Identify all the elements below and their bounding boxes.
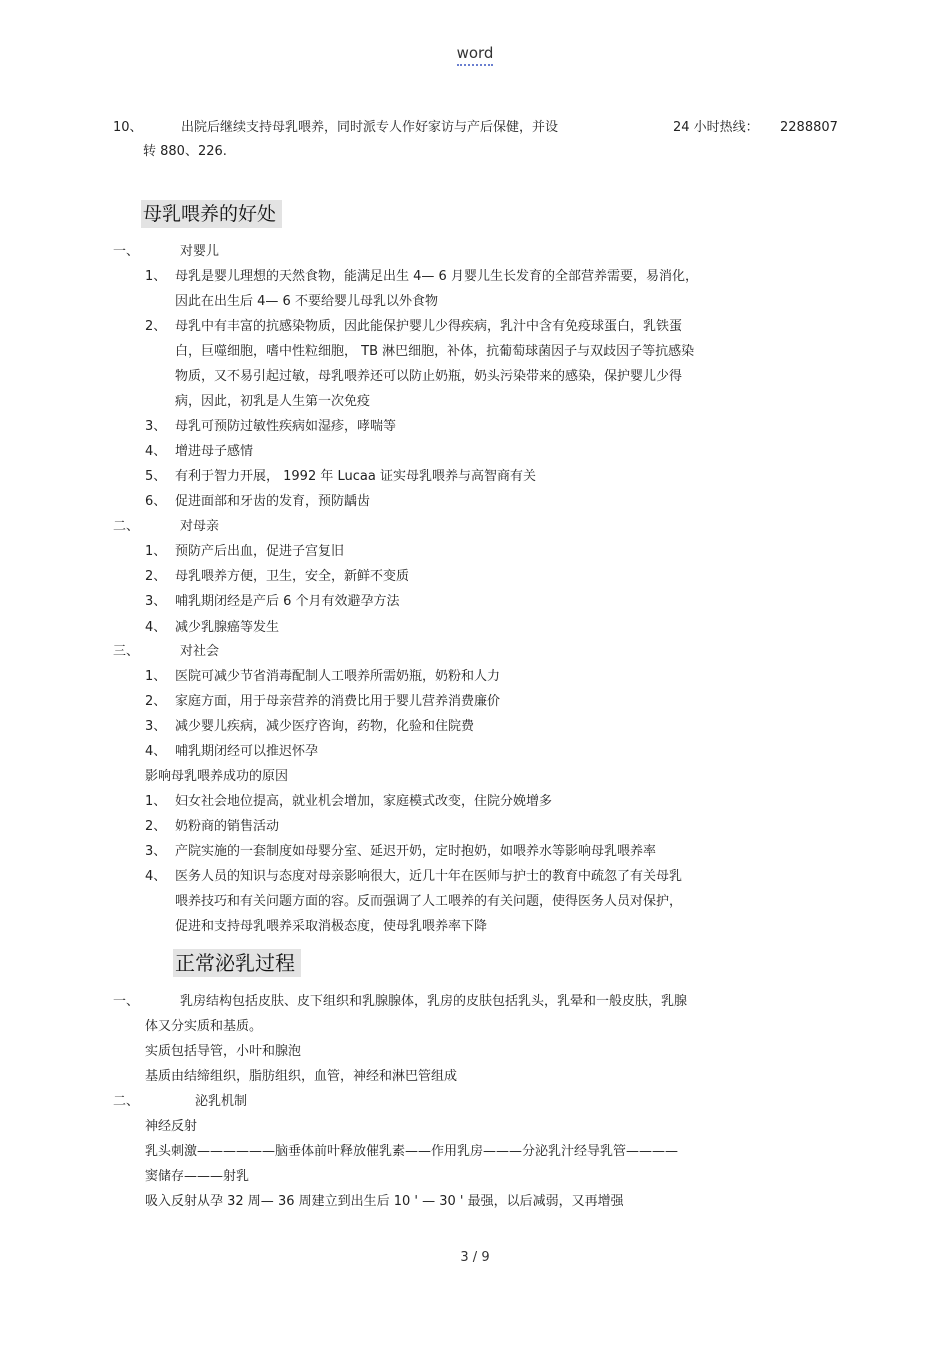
list-item-number: 3、 — [145, 594, 167, 609]
list-item-number: 1、 — [145, 269, 167, 284]
list-item-number: 5、 — [145, 469, 167, 484]
list-item-number: 3、 — [145, 844, 167, 859]
paragraph-line: 基质由结缔组织，脂肪组织，血管，神经和淋巴管组成 — [145, 1069, 458, 1084]
paragraph-line: 窦储存———射乳 — [145, 1169, 250, 1184]
item-10-continuation: 转 880、226. — [143, 144, 227, 159]
list-item-text: 减少乳腺癌等发生 — [175, 620, 280, 635]
list-item-text: 白，巨噬细胞，嗜中性粒细胞， TB 淋巴细胞，补体，抗葡萄球菌因子与双歧因子等抗感染 — [175, 344, 695, 359]
paragraph-line: 神经反射 — [145, 1119, 198, 1134]
part-number: 二、 — [113, 1094, 140, 1109]
list-item-text: 喂养技巧和有关问题方面的容。反而强调了人工喂养的有关问题，使得医务人员对保护， — [175, 894, 683, 909]
part-label-mechanism: 泌乳机制 — [195, 1094, 248, 1109]
part-number: 一、 — [113, 994, 140, 1009]
page-number: 3 / 9 — [460, 1250, 490, 1265]
list-item-number: 4、 — [145, 744, 167, 759]
item-10-hotline: 24 小时热线： — [673, 120, 759, 135]
list-item-number: 4、 — [145, 869, 167, 884]
part-number: 二、 — [113, 519, 140, 534]
list-item-text: 因此在出生后 4— 6 不要给婴儿母乳以外食物 — [175, 294, 438, 309]
part-label-society: 对社会 — [180, 644, 220, 659]
section-heading-lactation: 正常泌乳过程 — [173, 949, 301, 977]
paragraph-line: 实质包括导管，小叶和腺泡 — [145, 1044, 302, 1059]
list-item-number: 1、 — [145, 794, 167, 809]
factors-title: 影响母乳喂养成功的原因 — [145, 769, 289, 784]
list-item-text: 家庭方面，用于母亲营养的消费比用于婴儿营养消费廉价 — [175, 694, 501, 709]
list-item-number: 2、 — [145, 569, 167, 584]
list-item-text: 有利于智力开展， 1992 年 Lucaa 证实母乳喂养与高智商有关 — [175, 469, 536, 484]
part-label-mother: 对母亲 — [180, 519, 220, 534]
part-number: 三、 — [113, 644, 140, 659]
list-item-number: 1、 — [145, 544, 167, 559]
list-item-number: 6、 — [145, 494, 167, 509]
list-item-text: 母乳喂养方便，卫生，安全，新鲜不变质 — [175, 569, 410, 584]
list-item-text: 哺乳期闭经是产后 6 个月有效避孕方法 — [175, 594, 400, 609]
paragraph-line: 体又分实质和基质。 — [145, 1019, 263, 1034]
list-item-text: 母乳中有丰富的抗感染物质，因此能保护婴儿少得疾病，乳汁中含有免疫球蛋白，乳铁蛋 — [175, 319, 683, 334]
section-heading-benefits: 母乳喂养的好处 — [141, 200, 282, 228]
list-item-text: 哺乳期闭经可以推迟怀孕 — [175, 744, 319, 759]
list-item-number: 4、 — [145, 620, 167, 635]
list-item-text: 产院实施的一套制度如母婴分室、延迟开奶，定时抱奶，如喂养水等影响母乳喂养率 — [175, 844, 657, 859]
list-item-text: 增进母子感情 — [175, 444, 254, 459]
list-item-number: 2、 — [145, 694, 167, 709]
document-header — [0, 44, 950, 62]
list-item-text: 物质，又不易引起过敏，母乳喂养还可以防止奶瓶，奶头污染带来的感染，保护婴儿少得 — [175, 369, 683, 384]
item-10-phone: 2288807 — [780, 120, 838, 135]
list-item-number: 2、 — [145, 819, 167, 834]
paragraph-line: 乳房结构包括皮肤、皮下组织和乳腺腺体，乳房的皮肤包括乳头，乳晕和一般皮肤，乳腺 — [180, 994, 688, 1009]
list-item-text: 促进和支持母乳喂养采取消极态度，使母乳喂养率下降 — [175, 919, 488, 934]
list-item-number: 3、 — [145, 419, 167, 434]
part-label-infant: 对婴儿 — [180, 244, 220, 259]
header-title: word — [457, 44, 494, 66]
list-item-text: 预防产后出血，促进子宫复旧 — [175, 544, 345, 559]
list-item-text: 医院可减少节省消毒配制人工喂养所需奶瓶，奶粉和人力 — [175, 669, 501, 684]
list-item-text: 减少婴儿疾病，减少医疗咨询，药物，化验和住院费 — [175, 719, 475, 734]
list-item-text: 妇女社会地位提高，就业机会增加，家庭模式改变，住院分娩增多 — [175, 794, 553, 809]
list-item-text: 促进面部和牙齿的发育，预防龋齿 — [175, 494, 371, 509]
list-item-text: 母乳可预防过敏性疾病如湿疹，哮喘等 — [175, 419, 397, 434]
list-item-text: 病，因此，初乳是人生第一次免疫 — [175, 394, 371, 409]
list-item-number: 2、 — [145, 319, 167, 334]
list-item-number: 4、 — [145, 444, 167, 459]
part-number: 一、 — [113, 244, 140, 259]
list-item-text: 奶粉商的销售活动 — [175, 819, 280, 834]
list-item-number: 1、 — [145, 669, 167, 684]
list-item-text: 母乳是婴儿理想的天然食物，能满足出生 4— 6 月婴儿生长发育的全部营养需要，易消化， — [175, 269, 698, 284]
item-10-text: 出院后继续支持母乳喂养，同时派专人作好家访与产后保健，并设 — [181, 120, 559, 135]
item-10-number: 10、 — [113, 120, 143, 135]
paragraph-line: 吸入反射从孕 32 周— 36 周建立到出生后 10 ' — 30 ' 最强，以后减弱，又再增强 — [145, 1194, 624, 1209]
paragraph-line: 乳头刺激——————脑垂体前叶释放催乳素——作用乳房———分泌乳汁经导乳管———— — [145, 1144, 679, 1159]
list-item-number: 3、 — [145, 719, 167, 734]
list-item-text: 医务人员的知识与态度对母亲影响很大，近几十年在医师与护士的教育中疏忽了有关母乳 — [175, 869, 683, 884]
